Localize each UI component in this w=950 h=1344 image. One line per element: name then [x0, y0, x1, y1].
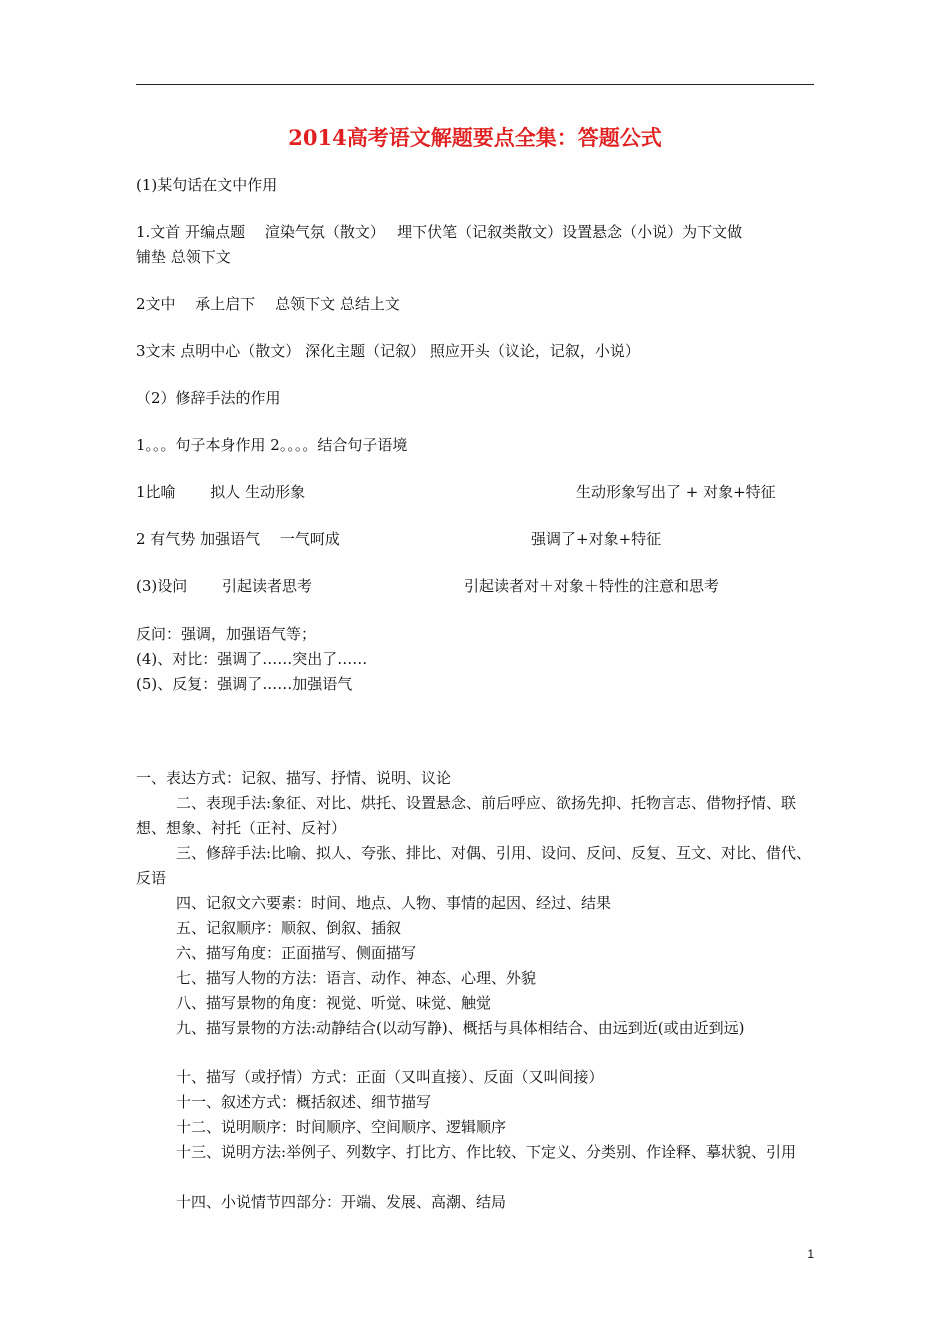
list-item-8: 八、描写景物的角度：视觉、听觉、味觉、触觉 — [176, 994, 492, 1012]
list-item-3: 三、修辞手法:比喻、拟人、夸张、排比、对偶、引用、设问、反问、反复、互文、对比、借代、反语 — [136, 844, 812, 887]
section2-row2-right: 强调了+对象+特征 — [531, 530, 662, 548]
list-item-2: 二、表现手法:象征、对比、烘托、设置悬念、前后呼应、欲扬先抑、托物言志、借物抒情、联想、想象、衬托（正衬、反衬） — [136, 794, 797, 837]
section2-heading: （2）修辞手法的作用 — [136, 389, 281, 407]
list-item-4: 四、记叙文六要素：时间、地点、人物、事情的起因、经过、结果 — [176, 894, 612, 912]
section1-line3: 3文末 点明中心（散文） 深化主题（记叙） 照应开头（议论，记叙，小说） — [136, 342, 640, 360]
section2-fanfu: (5)、反复：强调了……加强语气 — [136, 675, 353, 693]
list-item-5: 五、记叙顺序：顺叙、倒叙、插叙 — [176, 919, 402, 937]
list-item-10: 十、描写（或抒情）方式：正面（又叫直接）、反面（又叫间接） — [176, 1068, 604, 1086]
list-item-11: 十一、叙述方式：概括叙述、细节描写 — [176, 1093, 432, 1111]
section1-line1b: 铺垫 总领下文 — [136, 248, 231, 266]
section1-heading: (1)某句话在文中作用 — [136, 176, 278, 194]
section1-line1a: 1.文首 开编点题 渲染气氛（散文） 埋下伏笔（记叙类散文）设置悬念（小说）为下文做 — [136, 223, 743, 241]
section2-row1-left: 1比喻 拟人 生动形象 — [136, 483, 306, 501]
list-item-12: 十二、说明顺序：时间顺序、空间顺序、逻辑顺序 — [176, 1118, 507, 1136]
section2-line1: 1。。。句子本身作用 2。。。。结合句子语境 — [136, 436, 408, 454]
header-rule — [136, 84, 814, 85]
section2-row3-right: 引起读者对＋对象＋特性的注意和思考 — [464, 577, 720, 595]
section2-row2-left: 2 有气势 加强语气 一气呵成 — [136, 530, 340, 548]
list-item-1: 一、表达方式：记叙、描写、抒情、说明、议论 — [136, 769, 452, 787]
list-item-7: 七、描写人物的方法：语言、动作、神态、心理、外貌 — [176, 969, 537, 987]
page-title: 2014高考语文解题要点全集：答题公式 — [288, 125, 662, 150]
list-item-14: 十四、小说情节四部分：开端、发展、高潮、结局 — [176, 1193, 507, 1211]
list-item-13: 十三、说明方法:举例子、列数字、打比方、作比较、下定义、分类别、作诠释、摹状貌、引用 — [176, 1143, 797, 1161]
list-item-6: 六、描写角度：正面描写、侧面描写 — [176, 944, 417, 962]
list-item-9: 九、描写景物的方法:动静结合(以动写静)、概括与具体相结合、由远到近(或由近到远) — [176, 1019, 745, 1037]
section2-row1-right: 生动形象写出了 + 对象+特征 — [576, 483, 776, 501]
section2-duibi: (4)、对比：强调了……突出了…… — [136, 650, 368, 668]
section2-row3-left: (3)设问 引起读者思考 — [136, 577, 313, 595]
section2-fanwen: 反问：强调，加强语气等； — [136, 625, 317, 643]
section1-line2: 2文中 承上启下 总领下文 总结上文 — [136, 295, 400, 313]
page-number: 1 — [807, 1247, 814, 1261]
